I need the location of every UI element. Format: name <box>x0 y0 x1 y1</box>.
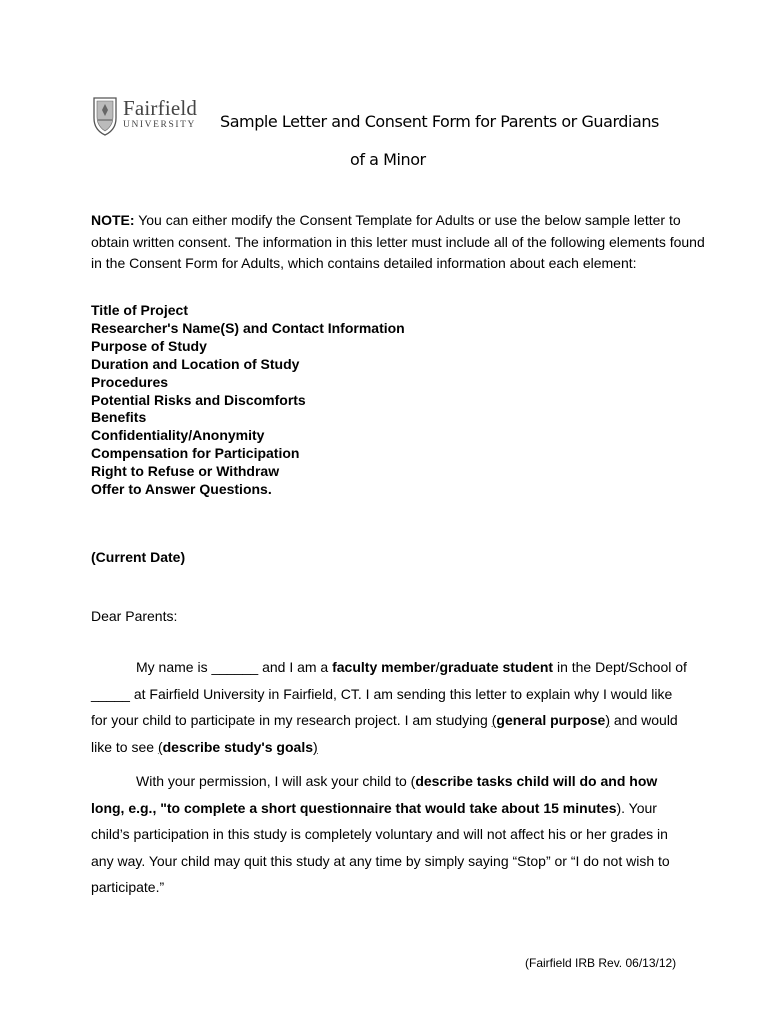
current-date-placeholder: (Current Date) <box>91 549 186 565</box>
para2-text: ). Your child’s participation in this study is completely voluntary and will not affect his or her grades in any way. Your child may quit this study at any time by simply saying “Stop” or “I do not wish to participate.” <box>91 799 670 895</box>
fairfield-university-logo <box>92 96 204 140</box>
para1-paren: ) <box>605 712 610 728</box>
list-item: Benefits <box>91 409 147 426</box>
para1-bold-faculty: faculty member <box>332 659 436 675</box>
shield-crest-icon <box>92 96 118 136</box>
list-item: Purpose of Study <box>91 337 207 354</box>
letter-paragraph-1 <box>91 654 691 760</box>
list-item: Right to Refuse or Withdraw <box>91 463 280 480</box>
logo-subtitle: UNIVERSITY <box>123 120 196 130</box>
para1-paren: ( <box>157 738 163 755</box>
para1-slash: / <box>435 659 440 675</box>
para1-bold-student: graduate student <box>439 659 554 675</box>
list-item: Offer to Answer Questions. <box>91 481 272 498</box>
para1-bold-goals: describe study's goals <box>162 738 313 755</box>
salutation: Dear Parents: <box>91 608 178 624</box>
note-paragraph <box>91 210 711 275</box>
para1-paren: ) <box>313 738 318 755</box>
list-item: Duration and Location of Study <box>91 355 300 372</box>
document-title: Sample Letter and Consent Form for Parents or Guardians <box>220 112 659 131</box>
para2-bold-tasks: describe tasks child will do and how long, e.g., "to complete a short questionnaire that would take about 15 minutes <box>91 773 658 816</box>
list-item: Title of Project <box>91 302 188 318</box>
list-item: Procedures <box>91 373 169 390</box>
note-label: NOTE: <box>91 212 135 228</box>
para1-text: in the Dept/School of _____ at Fairfield University in Fairfield, CT. I am sending this letter to explain why I would like for your child to participate in my research project. I am studying <box>91 659 687 728</box>
para1-bold-purpose: general purpose <box>496 712 606 728</box>
revision-footer: (Fairfield IRB Rev. 06/13/12) <box>525 956 677 970</box>
para1-text: My name is ______ and I am a <box>136 659 333 675</box>
letter-paragraph-2 <box>91 768 691 901</box>
para1-text: and would like to see <box>91 712 678 755</box>
para1-paren: ( <box>491 712 497 728</box>
list-item: Compensation for Participation <box>91 445 300 462</box>
list-item: Potential Risks and Discomforts <box>91 391 306 408</box>
required-elements-list <box>91 302 405 499</box>
list-item: Researcher's Name(S) and Contact Information <box>91 319 405 336</box>
list-item: Confidentiality/Anonymity <box>91 427 265 444</box>
logo-name: Fairfield <box>123 96 198 120</box>
document-title-line2: of a Minor <box>350 150 426 169</box>
note-text: You can either modify the Consent Template for Adults or use the below sample letter to obtain written consent. The information in this letter must include all of the following elements found in the Consent Form for Adults, which contains detailed information about each element: <box>91 212 705 271</box>
para2-text: With your permission, I will ask your child to ( <box>136 773 416 789</box>
